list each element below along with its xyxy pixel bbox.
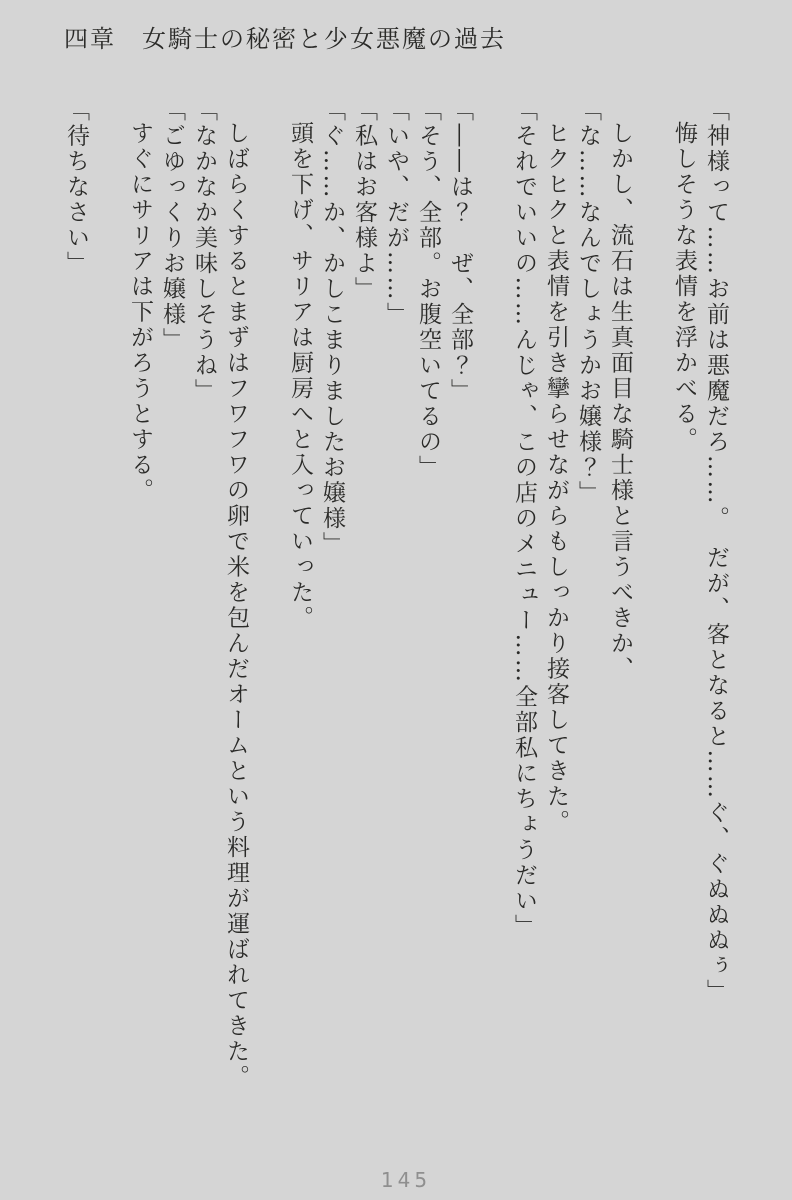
text-line: [636, 98, 668, 1090]
text-line: [476, 98, 508, 1090]
text-line: 「なかなか美味しそうね」: [191, 98, 217, 404]
text-line: 「私はお客様よ」: [351, 98, 377, 302]
text-line: 「神様って……お前は悪魔だろ……。 だが、客となると……ぐ、ぐぬぬぬぅ」: [703, 98, 729, 1005]
text-line: 「そう、全部。お腹空いてるの」: [415, 98, 441, 481]
text-line: 「な……なんでしょうかお嬢様？」: [575, 98, 601, 506]
chapter-title: 女騎士の秘密と少女悪魔の過去: [142, 25, 506, 53]
text-line: 「それでいいの……んじゃ、この店のメニュー……全部私にちょうだい」: [511, 98, 537, 940]
text-line: 「待ちなさい」: [63, 98, 89, 277]
text-line: しばらくするとまずはフワフワの卵で米を包んだオームという料理が運ばれてきた。: [223, 121, 249, 1090]
text-line: [252, 98, 284, 1090]
text-line: 悔しそうな表情を浮かべる。: [671, 121, 697, 453]
text-line: ヒクヒクと表情を引き攣らせながらもしっかり接客してきた。: [543, 121, 569, 835]
text-line: [92, 98, 124, 1090]
text-line: 「――は？ ぜ、全部？」: [447, 98, 473, 404]
text-line: しかし、流石は生真面目な騎士様と言うべきか、: [607, 121, 633, 682]
text-line: 「ごゆっくりお嬢様」: [159, 98, 185, 353]
text-line: 「ぐ……か、かしこまりましたお嬢様」: [319, 98, 345, 557]
text-body: [60, 98, 732, 1090]
text-line: 「いや、だが……」: [383, 98, 409, 328]
page-number: 145: [380, 1168, 432, 1192]
chapter-header: [64, 24, 506, 54]
text-line: すぐにサリアは下がろうとする。: [127, 121, 153, 504]
text-line: 頭を下げ、サリアは厨房へと入っていった。: [287, 121, 313, 631]
chapter-number: 四章: [64, 25, 116, 53]
